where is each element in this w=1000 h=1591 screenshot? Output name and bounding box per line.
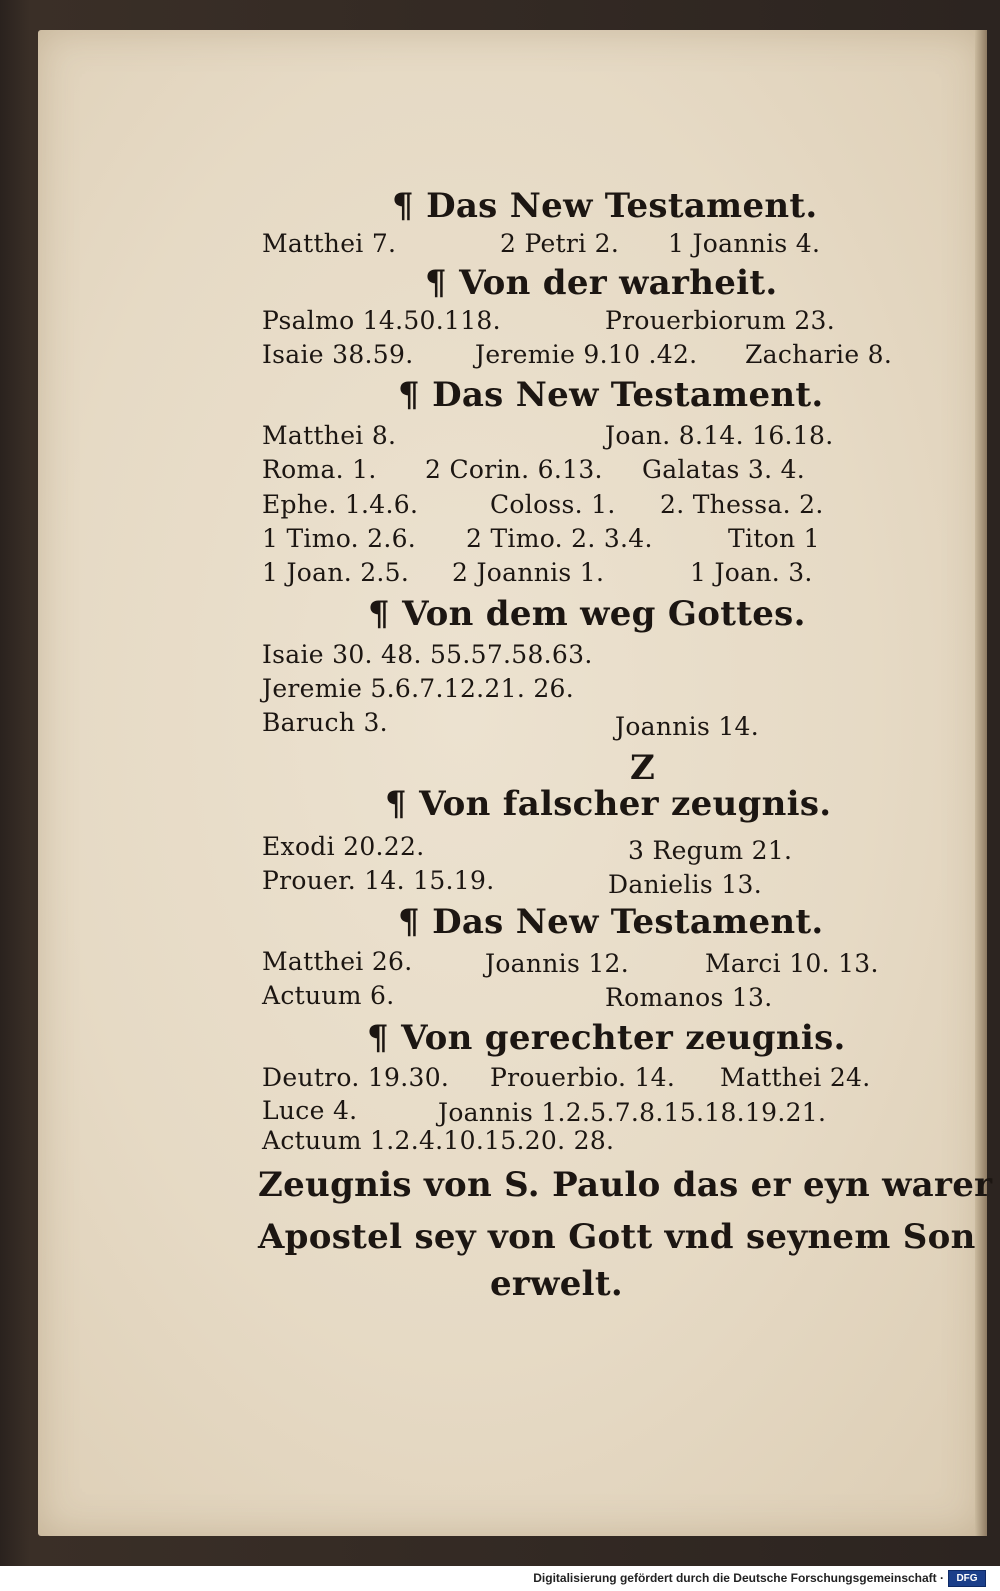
ref-line: Matthei 7. [262, 229, 397, 258]
heading-weg-gottes: ¶ Von dem weg Gottes. [368, 594, 806, 634]
closing-heading-line-3: erwelt. [490, 1264, 624, 1304]
heading-new-testament-2: ¶ Das New Testament. [398, 375, 824, 415]
ref-line: Zacharie 8. [745, 340, 893, 369]
ref-line: 2 Petri 2. [500, 229, 620, 258]
ref-line: Isaie 30. 48. 55.57.58.63. [262, 640, 593, 669]
ref-line: Roma. 1. [262, 455, 377, 484]
ref-line: Joannis 14. [615, 712, 760, 741]
ref-line: Matthei 8. [262, 421, 397, 450]
ref-line: Prouerbio. 14. [490, 1063, 676, 1092]
ref-line: Jeremie 9.10 .42. [475, 340, 698, 369]
ref-line: Luce 4. [262, 1096, 358, 1125]
closing-heading-line-1: Zeugnis von S. Paulo das er eyn warer [258, 1165, 993, 1205]
heading-falscher-zeugnis: ¶ Von falscher zeugnis. [385, 784, 832, 824]
ref-line: 1 Timo. 2.6. [262, 524, 417, 553]
ref-line: Psalmo 14.50.118. [262, 306, 501, 335]
ref-line: Deutro. 19.30. [262, 1063, 450, 1092]
heading-new-testament-3: ¶ Das New Testament. [398, 902, 824, 942]
closing-heading-line-2: Apostel sey von Gott vnd seynem Son [258, 1217, 976, 1257]
ref-line: Danielis 13. [608, 870, 762, 899]
ref-line: 1 Joan. 3. [690, 558, 813, 587]
ref-line: Matthei 24. [720, 1063, 871, 1092]
ref-line: Galatas 3. 4. [642, 455, 806, 484]
ref-line: 3 Regum 21. [628, 836, 793, 865]
ref-line: 1 Joannis 4. [668, 229, 821, 258]
footer-bar [0, 1566, 1000, 1591]
ref-line: 2 Timo. 2. 3.4. [466, 524, 653, 553]
ref-line: 2 Corin. 6.13. [425, 455, 603, 484]
heading-new-testament-1: ¶ Das New Testament. [392, 186, 818, 226]
ref-line: Romanos 13. [605, 983, 773, 1012]
ref-line: Coloss. 1. [490, 490, 616, 519]
ref-line: Joannis 12. [485, 949, 630, 978]
ref-line: Ephe. 1.4.6. [262, 490, 419, 519]
ref-line: Baruch 3. [262, 708, 388, 737]
ref-line: Marci 10. 13. [705, 949, 879, 978]
ref-line: Actuum 1.2.4.10.15.20. 28. [262, 1126, 615, 1155]
footer-credit: Digitalisierung gefördert durch die Deutsche Forschungsgemeinschaft · [533, 1571, 944, 1585]
dfg-logo: DFG [948, 1570, 986, 1587]
section-letter-z: Z [630, 748, 656, 788]
ref-line: Prouer. 14. 15.19. [262, 866, 495, 895]
heading-warheit: ¶ Von der warheit. [425, 263, 778, 303]
ref-line: Joan. 8.14. 16.18. [605, 421, 834, 450]
ref-line: Joannis 1.2.5.7.8.15.18.19.21. [438, 1098, 827, 1127]
ref-line: Exodi 20.22. [262, 832, 425, 861]
heading-gerechter-zeugnis: ¶ Von gerechter zeugnis. [367, 1018, 846, 1058]
ref-line: 2 Joannis 1. [452, 558, 605, 587]
ref-line: Prouerbiorum 23. [605, 306, 835, 335]
ref-line: 1 Joan. 2.5. [262, 558, 410, 587]
ref-line: 2. Thessa. 2. [660, 490, 824, 519]
ref-line: Jeremie 5.6.7.12.21. 26. [262, 674, 574, 703]
ref-line: Matthei 26. [262, 947, 413, 976]
page-edge [975, 30, 987, 1536]
ref-line: Titon 1 [728, 524, 820, 553]
ref-line: Isaie 38.59. [262, 340, 414, 369]
ref-line: Actuum 6. [262, 981, 395, 1010]
